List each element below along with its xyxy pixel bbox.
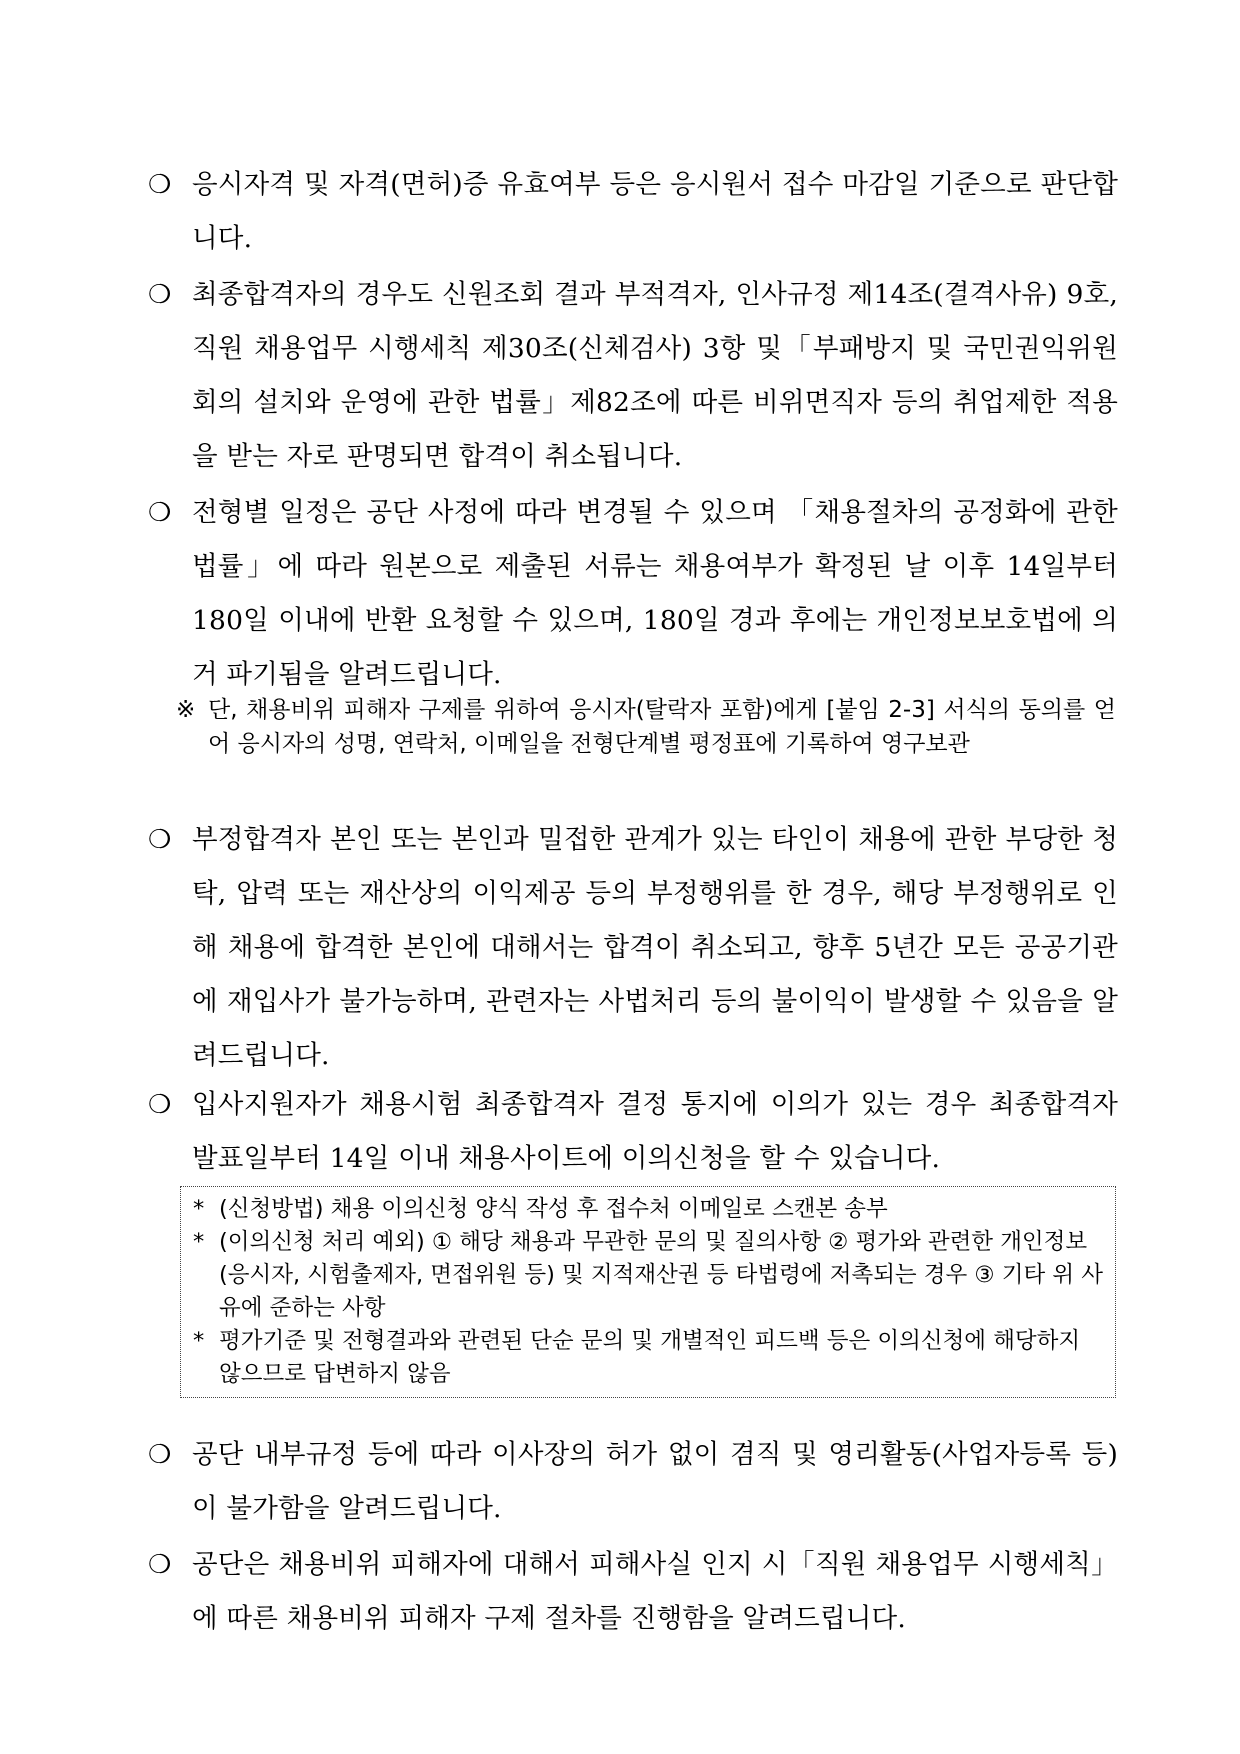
note-text: 단, 채용비위 피해자 구제를 위하여 응시자(탈락자 포함)에게 [붙임 2-3] 서식의 동의를 얻어 응시자의 성명, 연락처, 이메일을 전형단계별 평정표에 기록하여 영구보관 [208,697,1116,757]
notice-item [148,486,1118,702]
circle-bullet-icon: ❍ [148,170,172,200]
circle-bullet-icon: ❍ [148,1550,172,1580]
circle-bullet-icon: ❍ [148,498,172,528]
box-row-text: 평가기준 및 전형결과와 관련된 단순 문의 및 개별적인 피드백 등은 이의신청에 해당하지 않으므로 답변하지 않음 [219,1328,1081,1387]
notice-item [148,268,1118,484]
asterisk-icon: * [193,1328,205,1354]
notice-item [148,813,1118,1083]
circle-bullet-icon: ❍ [148,825,172,855]
box-row [193,1193,1105,1226]
notice-text: 부정합격자 본인 또는 본인과 밀접한 관계가 있는 타인이 채용에 관한 부당한 청탁, 압력 또는 재산상의 이익제공 등의 부정행위를 한 경우, 해당 부정행위로 인해 채용에 합격한 본인에 대해서는 합격이 취소되고, 향후 5년간 모든 공공기관에 재입사가 불가능하며, 관련자는 사법처리 등의 불이익이 발생할 수 있음을 알려드립니다. [192,824,1118,1071]
asterisk-icon: * [193,1196,205,1222]
box-row [193,1226,1105,1325]
notice-item [148,158,1118,266]
notice-text: 공단은 채용비위 피해자에 대해서 피해사실 인지 시「직원 채용업무 시행세칙」에 따른 채용비위 피해자 구제 절차를 진행함을 알려드립니다. [192,1549,1118,1634]
reference-note [176,693,1116,761]
notice-text: 최종합격자의 경우도 신원조회 결과 부적격자, 인사규정 제14조(결격사유) 9호, 직원 채용업무 시행세칙 제30조(신체검사) 3항 및「부패방지 및 국민권익위원회의 설치와 운영에 관한 법률」제82조에 따른 비위면직자 등의 취업제한 적용을 받는 자로 판명되면 합격이 취소됩니다. [192,279,1118,472]
notice-text: 전형별 일정은 공단 사정에 따라 변경될 수 있으며 「채용절차의 공정화에 관한 법률」에 따라 원본으로 제출된 서류는 채용여부가 확정된 날 이후 14일부터 180일 이내에 반환 요청할 수 있으며, 180일 경과 후에는 개인정보보호법에 의거 파기됨을 알려드립니다. [192,497,1118,690]
box-row-text: (이의신청 처리 예외) ① 해당 채용과 무관한 문의 및 질의사항 ② 평가와 관련한 개인정보(응시자, 시험출제자, 면접위원 등) 및 지적재산권 등 타법령에 저촉되는 경우 ③ 기타 위 사유에 준하는 사항 [219,1229,1103,1321]
notice-item [148,1538,1118,1646]
notice-text: 공단 내부규정 등에 따라 이사장의 허가 없이 겸직 및 영리활동(사업자등록 등)이 불가함을 알려드립니다. [192,1439,1118,1524]
box-row-text: (신청방법) 채용 이의신청 양식 작성 후 접수처 이메일로 스캔본 송부 [219,1196,888,1222]
objection-info-box [180,1186,1116,1398]
circle-bullet-icon: ❍ [148,280,172,310]
circle-bullet-icon: ❍ [148,1440,172,1470]
notice-item [148,1428,1118,1536]
circle-bullet-icon: ❍ [148,1090,172,1120]
notice-item [148,1078,1118,1186]
reference-mark-icon: ※ [176,697,196,723]
notice-text: 응시자격 및 자격(면허)증 유효여부 등은 응시원서 접수 마감일 기준으로 판단합니다. [192,169,1118,254]
box-row [193,1325,1105,1391]
notice-text: 입사지원자가 채용시험 최종합격자 결정 통지에 이의가 있는 경우 최종합격자 발표일부터 14일 이내 채용사이트에 이의신청을 할 수 있습니다. [192,1089,1118,1174]
asterisk-icon: * [193,1229,205,1255]
